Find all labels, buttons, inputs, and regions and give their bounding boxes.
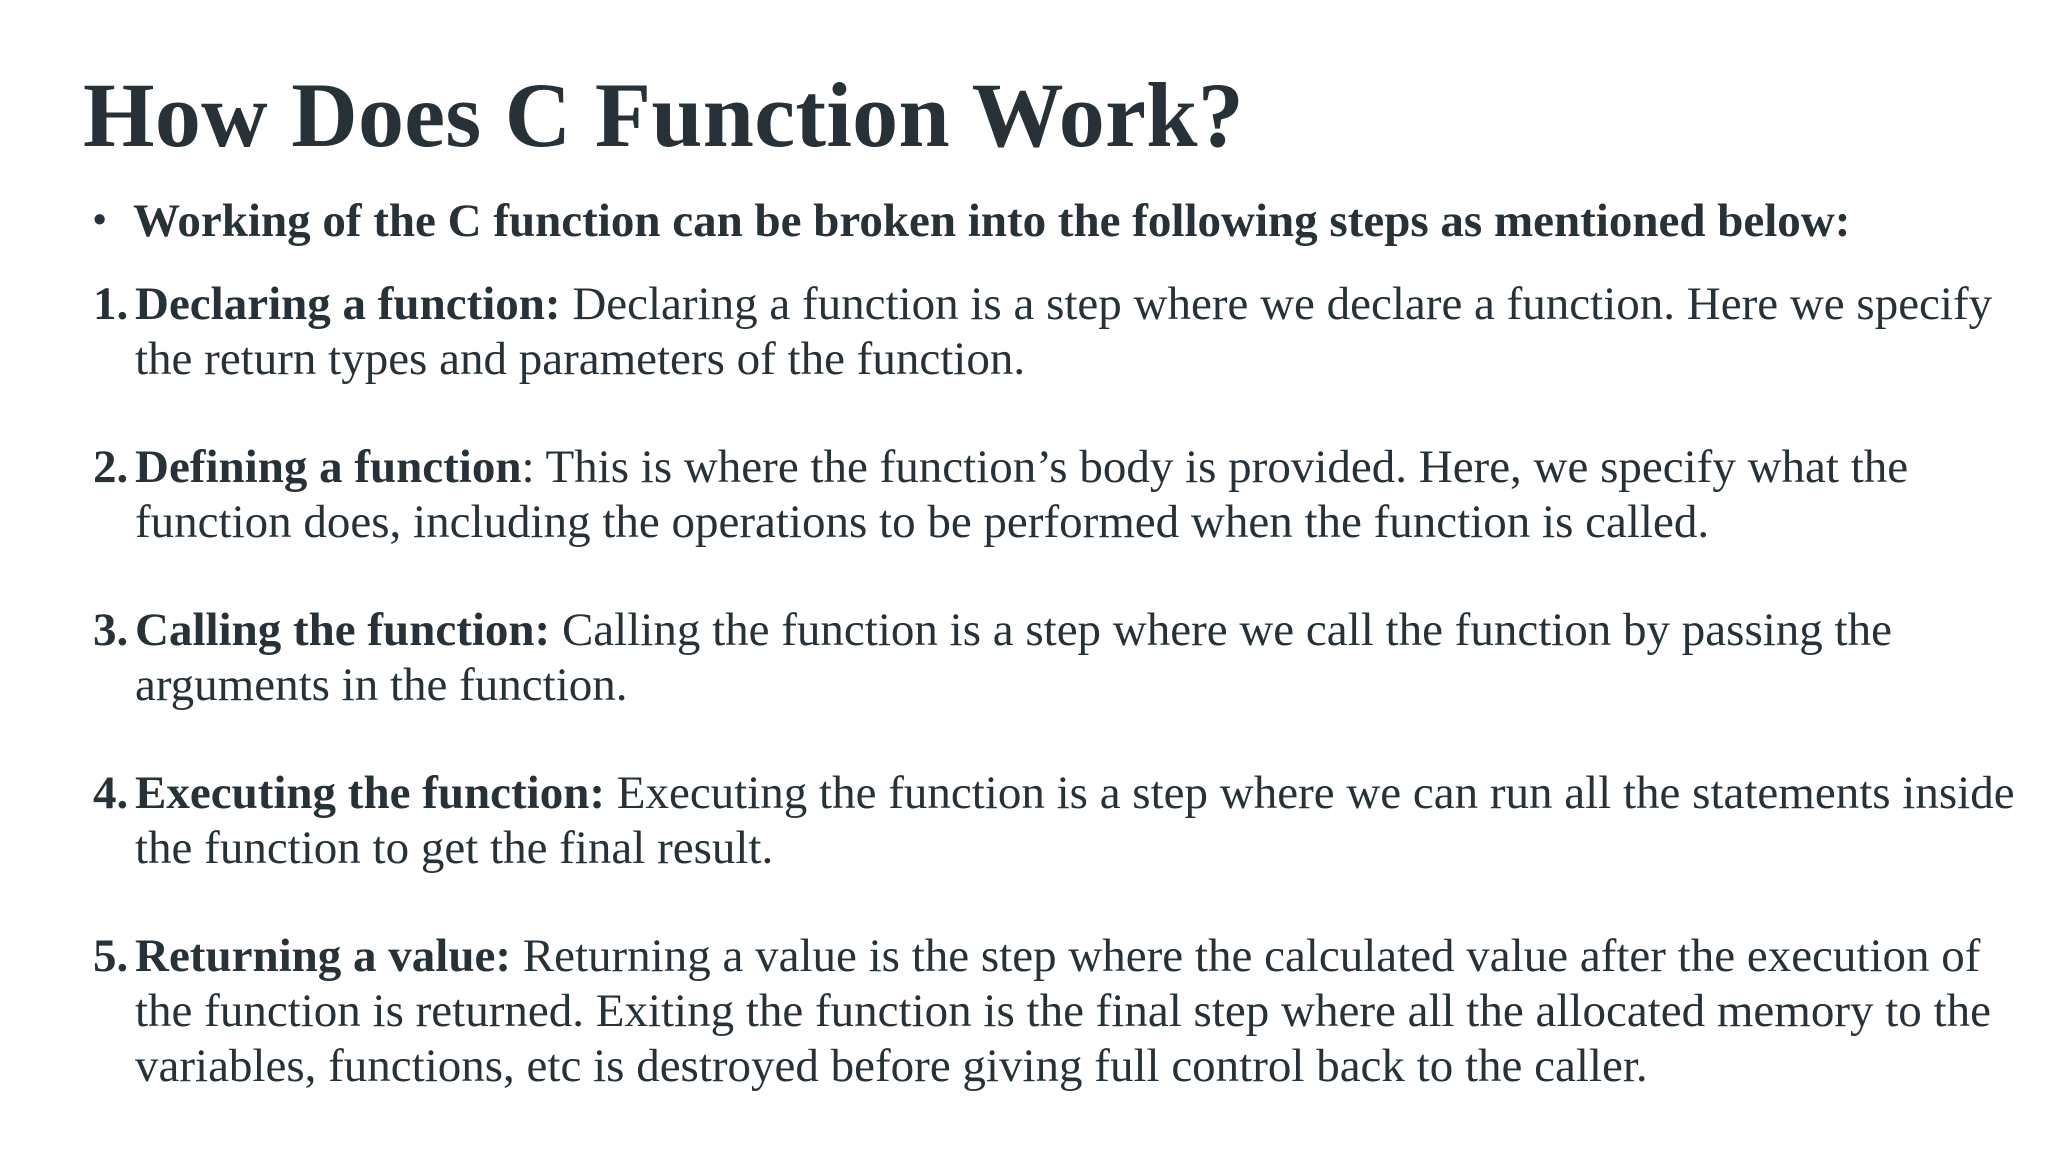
- step-number: 4.: [93, 767, 129, 819]
- step-label: Declaring a function:: [135, 278, 561, 330]
- steps-list: [93, 277, 2023, 1147]
- step-label: Returning a value:: [135, 930, 511, 982]
- intro-bullet: [93, 188, 2023, 253]
- step-text: Executing the function is a step where we can run all the statements inside the function to get the final result.: [135, 767, 2015, 874]
- step-calling: [93, 603, 2023, 713]
- intro-text: Working of the C function can be broken into the following steps as mentioned below:: [133, 195, 1851, 247]
- step-returning: [93, 929, 2023, 1094]
- step-text: Returning a value is the step where the calculated value after the execution of the function is returned. Exiting the function is the final step where all the allocated memory to the variables, functions, etc is destroyed before giving full control back to the caller.: [135, 930, 1991, 1092]
- step-text: Declaring a function is a step where we declare a function. Here we specify the return types and parameters of the function.: [135, 278, 1993, 385]
- step-label: Executing the function:: [135, 767, 605, 819]
- step-label: Defining a function: [135, 441, 522, 493]
- step-text: : This is where the function’s body is provided. Here, we specify what the function does, including the operations to be performed when the function is called.: [135, 441, 1909, 548]
- slide-title: How Does C Function Work?: [83, 64, 1245, 166]
- step-text: Calling the function is a step where we call the function by passing the arguments in the function.: [135, 604, 1892, 711]
- step-label: Calling the function:: [135, 604, 551, 656]
- step-executing: [93, 766, 2023, 876]
- step-number: 3.: [93, 604, 129, 656]
- step-number: 5.: [93, 930, 129, 982]
- step-defining: [93, 440, 2023, 550]
- step-number: 2.: [93, 441, 129, 493]
- step-declaring: [93, 277, 2023, 387]
- bullet-icon: •: [93, 199, 107, 241]
- step-number: 1.: [93, 278, 129, 330]
